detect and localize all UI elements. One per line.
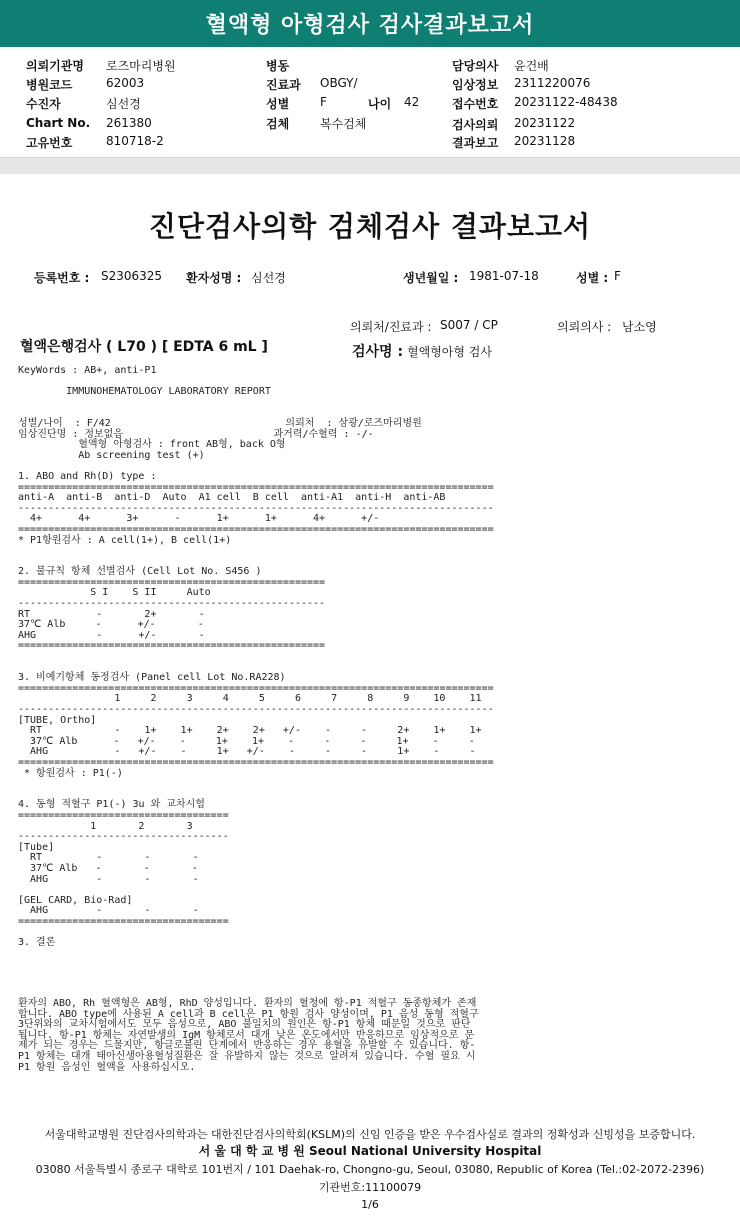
patient-name-label: 환자성명 : — [186, 271, 242, 285]
patient-name-value: 심선경 — [251, 271, 286, 285]
header-label: 결과보고 — [452, 136, 499, 150]
header-value: 로즈마리병원 — [106, 59, 176, 73]
hospital-address: 03080 서울특별시 종로구 대학로 101번지 / 101 Daehak-ro, Chongno-gu, Seoul, 03080, Republic of Korea (Tel.:02-2072-2396) — [35, 1163, 705, 1176]
header-label: 진료과 — [266, 78, 301, 92]
header-label: 고유번호 — [26, 136, 73, 150]
sex-label: 성별 : — [576, 271, 609, 285]
test-title: 혈액은행검사 ( L70 ) [ EDTA 6 mL ] — [20, 339, 268, 355]
header-value: 62003 — [106, 76, 145, 90]
exam-name-label: 검사명 : — [352, 344, 404, 360]
header-label: 병동 — [266, 59, 290, 73]
page-number: 1/6 — [361, 1198, 379, 1211]
header-value: 복수검체 — [320, 117, 367, 131]
exam-name-value: 혈액형아형 검사 — [407, 345, 492, 359]
header-value: 20231122 — [514, 116, 576, 130]
header-value: 20231128 — [514, 134, 576, 148]
header-value: 810718-2 — [106, 134, 164, 148]
header-value: 42 — [404, 95, 420, 109]
header-label: 담당의사 — [452, 59, 499, 73]
referring-doctor-label: 의뢰의사 : — [557, 320, 612, 334]
header-label: 임상정보 — [452, 78, 499, 92]
header-value: 2311220076 — [514, 76, 591, 90]
header-label: 나이 — [368, 97, 392, 111]
header-label: 검사의뢰 — [452, 118, 499, 132]
header-label: 검체 — [266, 117, 290, 131]
report-header — [0, 47, 740, 157]
institution-number: 기관번호:11100079 — [318, 1181, 422, 1194]
document-title: 진단검사의학 검체검사 결과보고서 — [148, 210, 592, 243]
report-banner — [0, 0, 740, 47]
header-label: 의뢰기관명 — [26, 59, 84, 73]
header-value: F — [320, 95, 327, 109]
header-value: OBGY/ — [320, 76, 358, 90]
header-label: 수진자 — [26, 97, 61, 111]
header-value: 심선경 — [106, 97, 141, 111]
birth-date-value: 1981-07-18 — [469, 269, 539, 283]
hospital-name: 서 울 대 학 교 병 원 Seoul National University Hospital — [198, 1144, 542, 1158]
header-label: 병원코드 — [26, 78, 73, 92]
referral-dept-label: 의뢰처/진료과 : — [350, 320, 432, 334]
lab-report-text: KeyWords : AB+, anti-P1 IMMUNOHEMATOLOGY LABORATORY REPORT 성별/나이 : F/42 의뢰처 : 삼광/로즈마리병원 임상진단명 : 정보없음 과거력/수혈력 : -/- 혈액형 아형검사 : front AB형, back O형 Ab screening test (+) 1. ABO and Rh(D) type : =============================================================================== anti-A anti-B anti-D Auto A1 cell B cell anti-A1 anti-H anti-AB ------------------------------------------------------------------------------- 4+ 4+ 3+ - 1+ 1+ 4+ +/- =============================================================================== * P1항원검사 : A cell(1+), B cell(1+) 2. 불규칙 항체 선별검사 (Cell Lot No. S456 ) =================================================== S I S II Auto --------------------------------------------------- RT - 2+ - 37℃ Alb - +/- - AHG - +/- - =================================================== 3. 비예기항체 동정검사 (Panel cell Lot No.RA228) =============================================================================== 1 2 3 4 5 6 7 8 9 10 11 ------------------------------------------------------------------------------- [TUBE, Ortho] RT - 1+ 1+ 2+ 2+ +/- - - 2+ 1+ 1+ 37℃ Alb - +/- - 1+ 1+ - - - 1+ - - AHG - +/- - 1+ +/- - - - 1+ - - =============================================================================== * 항원검사 : P1(-) 4. 동형 적혈구 P1(-) 3u 와 교차시험 =================================== 1 2 3 ----------------------------------- [Tube] RT - - - 37℃ Alb - - - AHG - - - [GEL CARD, Bio-Rad] AHG - - - =================================== 3. 결론 — [18, 365, 494, 949]
header-value: 20231122-48438 — [514, 95, 618, 109]
reg-number-value: S2306325 — [101, 269, 163, 283]
referring-doctor-value: 남소영 — [622, 320, 657, 334]
header-value: 윤건배 — [514, 59, 549, 73]
banner-title: 혈액형 아형검사 검사결과보고서 — [205, 13, 535, 38]
header-label: 성별 — [266, 97, 290, 111]
certification-text: 서울대학교병원 진단검사의학과는 대한진단검사의학회(KSLM)의 신임 인증을 받은 우수검사실로 결과의 정확성과 신빙성을 보증합니다. — [44, 1128, 696, 1141]
birth-date-label: 생년월일 : — [403, 271, 459, 285]
section-divider — [0, 157, 740, 175]
header-label: 접수번호 — [452, 97, 499, 111]
reg-number-label: 등록번호 : — [34, 271, 90, 285]
conclusion-text: 환자의 ABO, Rh 혈액형은 AB형, RhD 양성입니다. 환자의 혈청에 항-P1 적혈구 동종항체가 존재합니다. ABO type에 사용된 A cell과 B cell은 P1 항원 검사 양성이며, P1 음성 동형 적혈구 3단위와의 교차시험에서도 모두 음성으로, ABO 불일치의 원인은 항-P1 항체 때문일 것으로 판단됩니다. 항-P1 항체는 자연발생의 IgM 항체로서 대개 낮은 온도에서만 반응하므로 임상적으로 문제가 되는 경우는 드물지만, 항글로불린 단계에서 반응하는 경우 용혈을 유발할 수 있습니다. 항-P1 항체는 대개 태아신생아용혈성질환은 잘 유발하지 않는 것으로 알려져 있습니다. 수혈 필요 시 P1 항원 음성인 혈액을 사용하십시오. — [18, 998, 479, 1073]
referral-dept-value: S007 / CP — [440, 318, 498, 332]
header-label: Chart No. — [26, 116, 91, 130]
header-value: 261380 — [106, 116, 152, 130]
sex-value: F — [614, 269, 621, 283]
